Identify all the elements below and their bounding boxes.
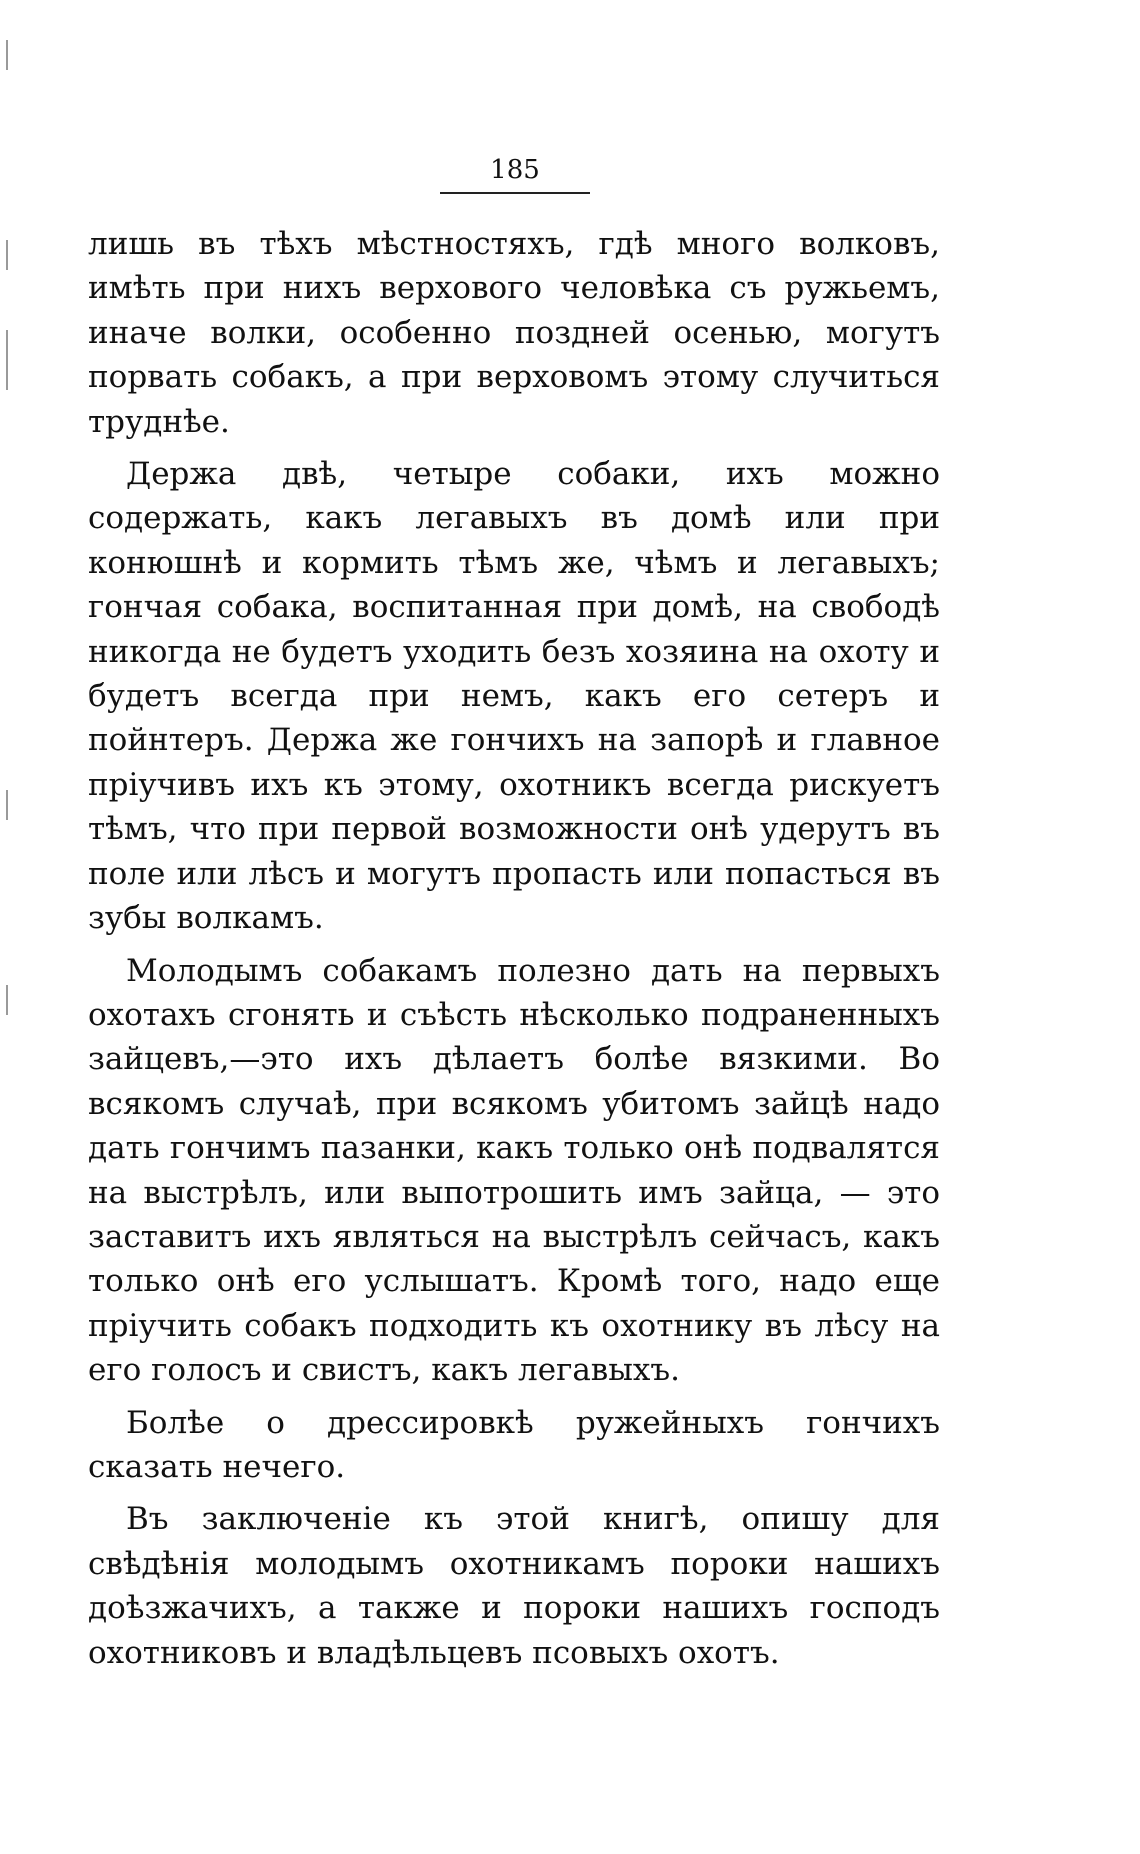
scan-edge-mark xyxy=(6,330,8,390)
scan-edge-mark xyxy=(6,40,8,70)
scan-edge-mark xyxy=(6,790,8,820)
page-number-rule xyxy=(440,192,590,194)
body-text xyxy=(88,222,940,1683)
scan-edge-mark xyxy=(6,240,8,270)
paragraph: Держа двѣ, четыре собаки, ихъ можно содержать, какъ легавыхъ въ домѣ или при конюшнѣ и кормить тѣмъ же, чѣмъ и легавыхъ; гончая собака, воспитанная при домѣ, на свободѣ никогда не будетъ уходить безъ хозяина на охоту и будетъ всегда при немъ, какъ его сетеръ и пойнтеръ. Держа же гончихъ на запорѣ и главное пріучивъ ихъ къ этому, охотникъ всегда рискуетъ тѣмъ, что при первой возможности онѣ удерутъ въ поле или лѣсъ и могутъ пропасть или попасться въ зубы волкамъ. xyxy=(88,456,940,937)
paragraph: Болѣе о дрессировкѣ ружейныхъ гончихъ сказать нечего. xyxy=(88,1404,940,1485)
paragraph: Молодымъ собакамъ полезно дать на первыхъ охотахъ сгонять и съѣсть нѣсколько подраненныхъ зайцевъ,—это ихъ дѣлаетъ болѣе вязкими. Во всякомъ случаѣ, при всякомъ убитомъ зайцѣ надо дать гончимъ пазанки, какъ только онѣ подвалятся на выстрѣлъ, или выпотрошить имъ зайца, — это заставитъ ихъ являться на выстрѣлъ сейчасъ, какъ только онѣ его услышатъ. Кромѣ того, надо еще пріучить собакъ подходить къ охотнику въ лѣсу на его голосъ и свистъ, какъ легавыхъ. xyxy=(88,952,940,1389)
paragraph: лишь въ тѣхъ мѣстностяхъ, гдѣ много волковъ, имѣть при нихъ верхового человѣка съ ружьемъ, иначе волки, особенно поздней осенью, могутъ порвать собакъ, а при верховомъ этому случиться труднѣе. xyxy=(88,226,940,440)
page-number: 185 xyxy=(490,155,540,185)
paragraph: Въ заключеніе къ этой книгѣ, опишу для свѣдѣнія молодымъ охотникамъ пороки нашихъ доѣзжачихъ, а также и пороки нашихъ господъ охотниковъ и владѣльцевъ псовыхъ охотъ. xyxy=(88,1501,940,1671)
scan-edge-mark xyxy=(6,985,8,1015)
